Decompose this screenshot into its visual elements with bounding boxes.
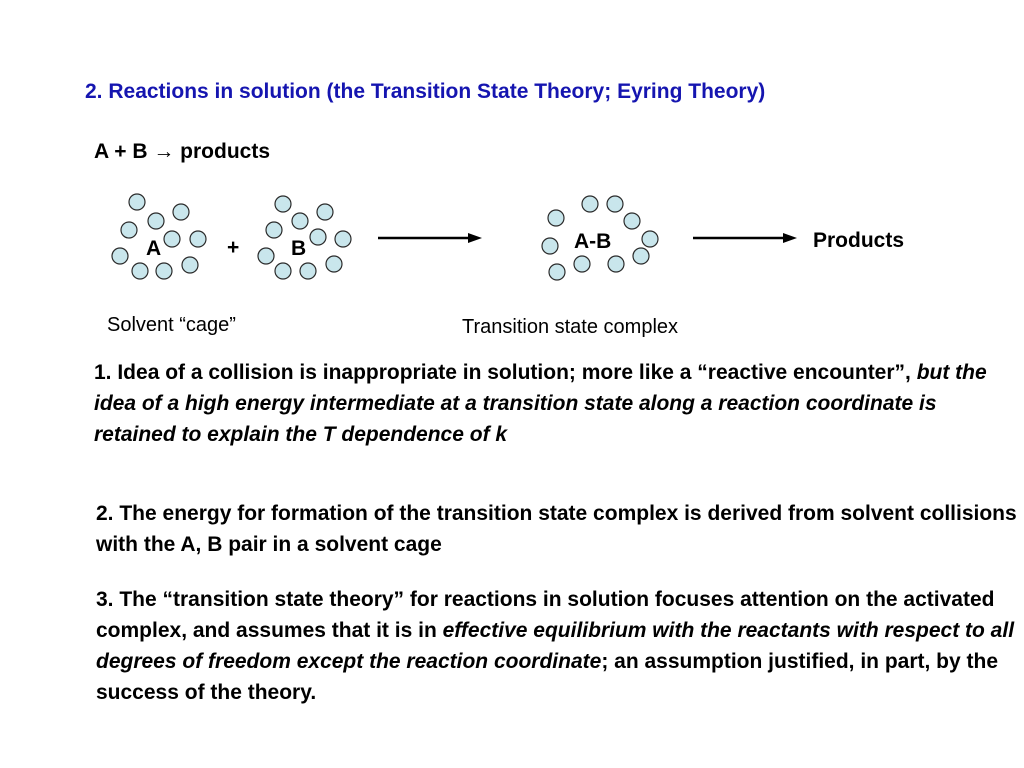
solvent-molecule — [182, 257, 198, 273]
arrow-reactants-to-complex — [378, 233, 482, 243]
solvent-molecule — [542, 238, 558, 254]
caption-solvent-cage: Solvent “cage” — [107, 314, 236, 336]
solvent-molecule — [633, 248, 649, 264]
point-2-text: 2. The energy for formation of the transition state complex is derived from solvent collisions with the A, B pair in a solvent cage — [96, 502, 1017, 556]
slide-title: 2. Reactions in solution (the Transition State Theory; Eyring Theory) — [85, 80, 766, 103]
solvent-molecule — [292, 213, 308, 229]
solvent-molecule — [173, 204, 189, 220]
solvent-molecule — [549, 264, 565, 280]
equation-arrow: → — [153, 140, 175, 163]
solvent-molecule — [132, 263, 148, 279]
point-3-text: 3. The “transition state theory” for reactions in solution focuses attention on the activated complex, and assumes that it is in — [96, 588, 995, 642]
solvent-molecule — [607, 196, 623, 212]
solvent-molecule — [148, 213, 164, 229]
solvent-molecule — [156, 263, 172, 279]
plus-sign: + — [227, 236, 240, 259]
point-2 — [96, 498, 1021, 560]
point-3 — [96, 584, 1021, 708]
solvent-molecule — [275, 263, 291, 279]
solvent-molecule — [275, 196, 291, 212]
solvent-molecule — [317, 204, 333, 220]
solvent-molecule — [300, 263, 316, 279]
solvent-molecule — [326, 256, 342, 272]
arrow-complex-to-products — [693, 233, 797, 243]
solvent-molecule — [548, 210, 564, 226]
solvent-molecule — [642, 231, 658, 247]
point-3-italic: effective equilibrium with the reactants with respect to all degrees of freedom except the reaction coordinate — [96, 619, 1015, 673]
solvent-molecule — [129, 194, 145, 210]
point-3-text-end: ; an assumption justified, in part, by the success of the theory. — [96, 650, 999, 704]
solvent-molecule — [121, 222, 137, 238]
solvent-molecule — [335, 231, 351, 247]
point-1 — [94, 357, 1019, 450]
solvent-molecule — [574, 256, 590, 272]
caption-transition-state: Transition state complex — [462, 316, 679, 338]
solvent-molecule — [624, 213, 640, 229]
solvent-cage-diagram — [0, 0, 1024, 360]
label-b: B — [291, 237, 307, 260]
solvent-molecule — [190, 231, 206, 247]
solvent-molecule — [582, 196, 598, 212]
label-ab: A-B — [574, 230, 612, 253]
label-products: Products — [813, 229, 905, 252]
solvent-molecule — [112, 248, 128, 264]
equation-rhs: products — [180, 140, 271, 163]
point-1-italic: but the idea of a high energy intermediate at a transition state along a reaction coordinate is retained to explain the T dependence of k — [94, 361, 987, 446]
equation-lhs: A + B — [94, 140, 148, 163]
solvent-molecule — [310, 229, 326, 245]
point-1-text: 1. Idea of a collision is inappropriate in solution; more like a “reactive encounter”, — [94, 361, 917, 384]
solvent-molecule — [608, 256, 624, 272]
solvent-molecule — [164, 231, 180, 247]
solvent-molecule — [266, 222, 282, 238]
solvent-molecule — [258, 248, 274, 264]
label-a: A — [146, 237, 162, 260]
